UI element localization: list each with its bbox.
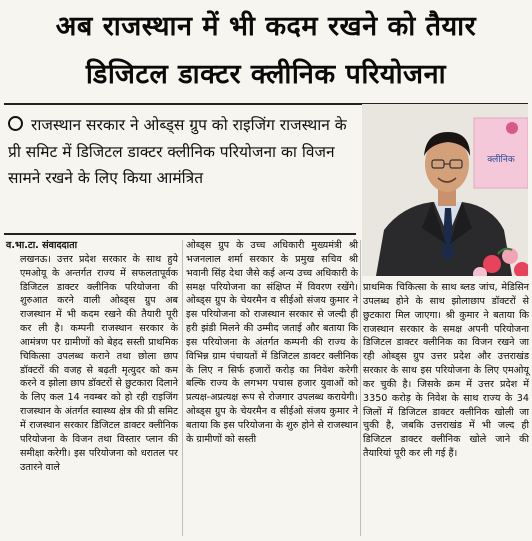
article-column-1: [6, 239, 178, 474]
article-column-1-text: लखनऊ। उत्तर प्रदेश सरकार के साथ हुये एमओयू के अन्तर्गत राज्य में सफलतापूर्वक डिजिटल डाक्टर क्लीनिक परियोजना की शुरुआत करने वाली ओब्ड्स ग्रुप अब राजस्थान में भी कदम रखने की तैयारी पूरी कर ली है। कम्पनी राजस्थान सरकार के आमंत्रण पर ग्रामीणों को बेहद सस्ती प्राथमिक चिकित्सा उपलब्ध कराने तथा छोला छाप डॉक्टरों की वजह से बढ़ती मृत्युदर को कम करने व झोला छाप डॉक्टरों से छुटकारा दिलाने के लिए कल 14 नवम्बर को हो रही राइजिंग राजस्थान के अंतर्गत स्वास्थ्य क्षेत्र की प्री समिट में राजस्थान सरकार डिजिटल डाक्टर क्लीनिक परियोजना के विजन तथा विस्तार प्लान की समीक्षा करेगी। इस परियोजना को धरातल पर उतारने वाले: [20, 253, 178, 473]
article-column-3: [363, 281, 529, 461]
column-divider-1: [182, 240, 183, 536]
article-column-3-text: प्राथमिक चिकित्सा के साथ ब्लड जांच, मेडिसिन उपलब्ध होने के साथ झोलाछाप डॉक्टरों से छुटकारा मिल जाएगा। श्री कुमार ने बताया कि राजस्थान सरकार के समक्ष अपनी परियोजना डिजिटल डाक्टर क्लीनिक का विजन रखने जा रही ओब्ड्स ग्रुप उत्तर प्रदेश और उत्तराखंड सरकार के साथ इस परियोजना के लिए एमओयू कर चुकी है। जिसके क्रम में उत्तर प्रदेश में 3350 करोड़ के निवेश के साथ राज्य के 34 जिलों में डिजिटल डाक्टर क्लीनिक खोली जा चुकी है, जबकि उत्तराखंड में भी जल्द ही डिजिटल डाक्टर क्लीनिक खोले जाने की तैयारियां पूरी कर ली गई हैं।: [363, 282, 529, 460]
article-column-2: [186, 239, 358, 447]
banner-text: क्लीनिक: [487, 155, 515, 165]
subheadline-text: राजस्थान सरकार ने ओब्ड्स ग्रुप को राइजिंग राजस्थान के प्री समिट में डिजिटल डाक्टर क्लीनिक परियोजना का विजन सामने रखने के लिए किया आमंत्रित: [8, 116, 347, 187]
article-column-2-text: ओब्ड्स ग्रुप के उच्च अधिकारी मुख्यमंत्री श्री भजनलाल शर्मा सरकार के प्रमुख सचिव श्री भवानी सिंह देथा जैसे कई अन्य उच्च अधिकारी के समक्ष परियोजना का संक्षिप्त में विवरण रखेंगे। ओब्ड्स ग्रुप के चेयरमैन व सीईओ संजय कुमार ने इस परियोजना को राजस्थान सरकार से जल्दी ही हरी झंडी मिलने की उम्मीद जताई और बताया कि इस परियोजना के अंतर्गत कम्पनी की राज्य के विभिन्न ग्राम पंचायतों में डिजिटल डाक्टर क्लीनिक के लिए न सिर्फ हजारों करोड़ का निवेश करेगी बल्कि राज्य के लगभग पचास हजार युवाओं को प्रत्यक्ष-अप्रत्यक्ष रूप से रोजगार उपलब्ध करायेगी। ओब्ड्स ग्रुप के चेयरमैन व सीईओ संजय कुमार ने बताया कि इस परियोजना के शुरु होने से राजस्थान के ग्रामीणों को सस्ती: [186, 240, 358, 445]
subheadline: [8, 112, 356, 192]
subheadline-divider: [4, 233, 356, 235]
headline-line-2: डिजिटल डाक्टर क्लीनिक परियोजना: [85, 59, 447, 90]
circle-bullet-icon: [8, 116, 23, 131]
column-divider-2: [360, 240, 361, 536]
photo-sanjay-kumar: [362, 104, 528, 276]
byline: व.भा.टा. संवाददाता: [6, 240, 78, 251]
headline-line-1: अब राजस्थान में भी कदम रखने को तैयार: [55, 11, 477, 42]
portrait-illustration: [362, 104, 528, 276]
